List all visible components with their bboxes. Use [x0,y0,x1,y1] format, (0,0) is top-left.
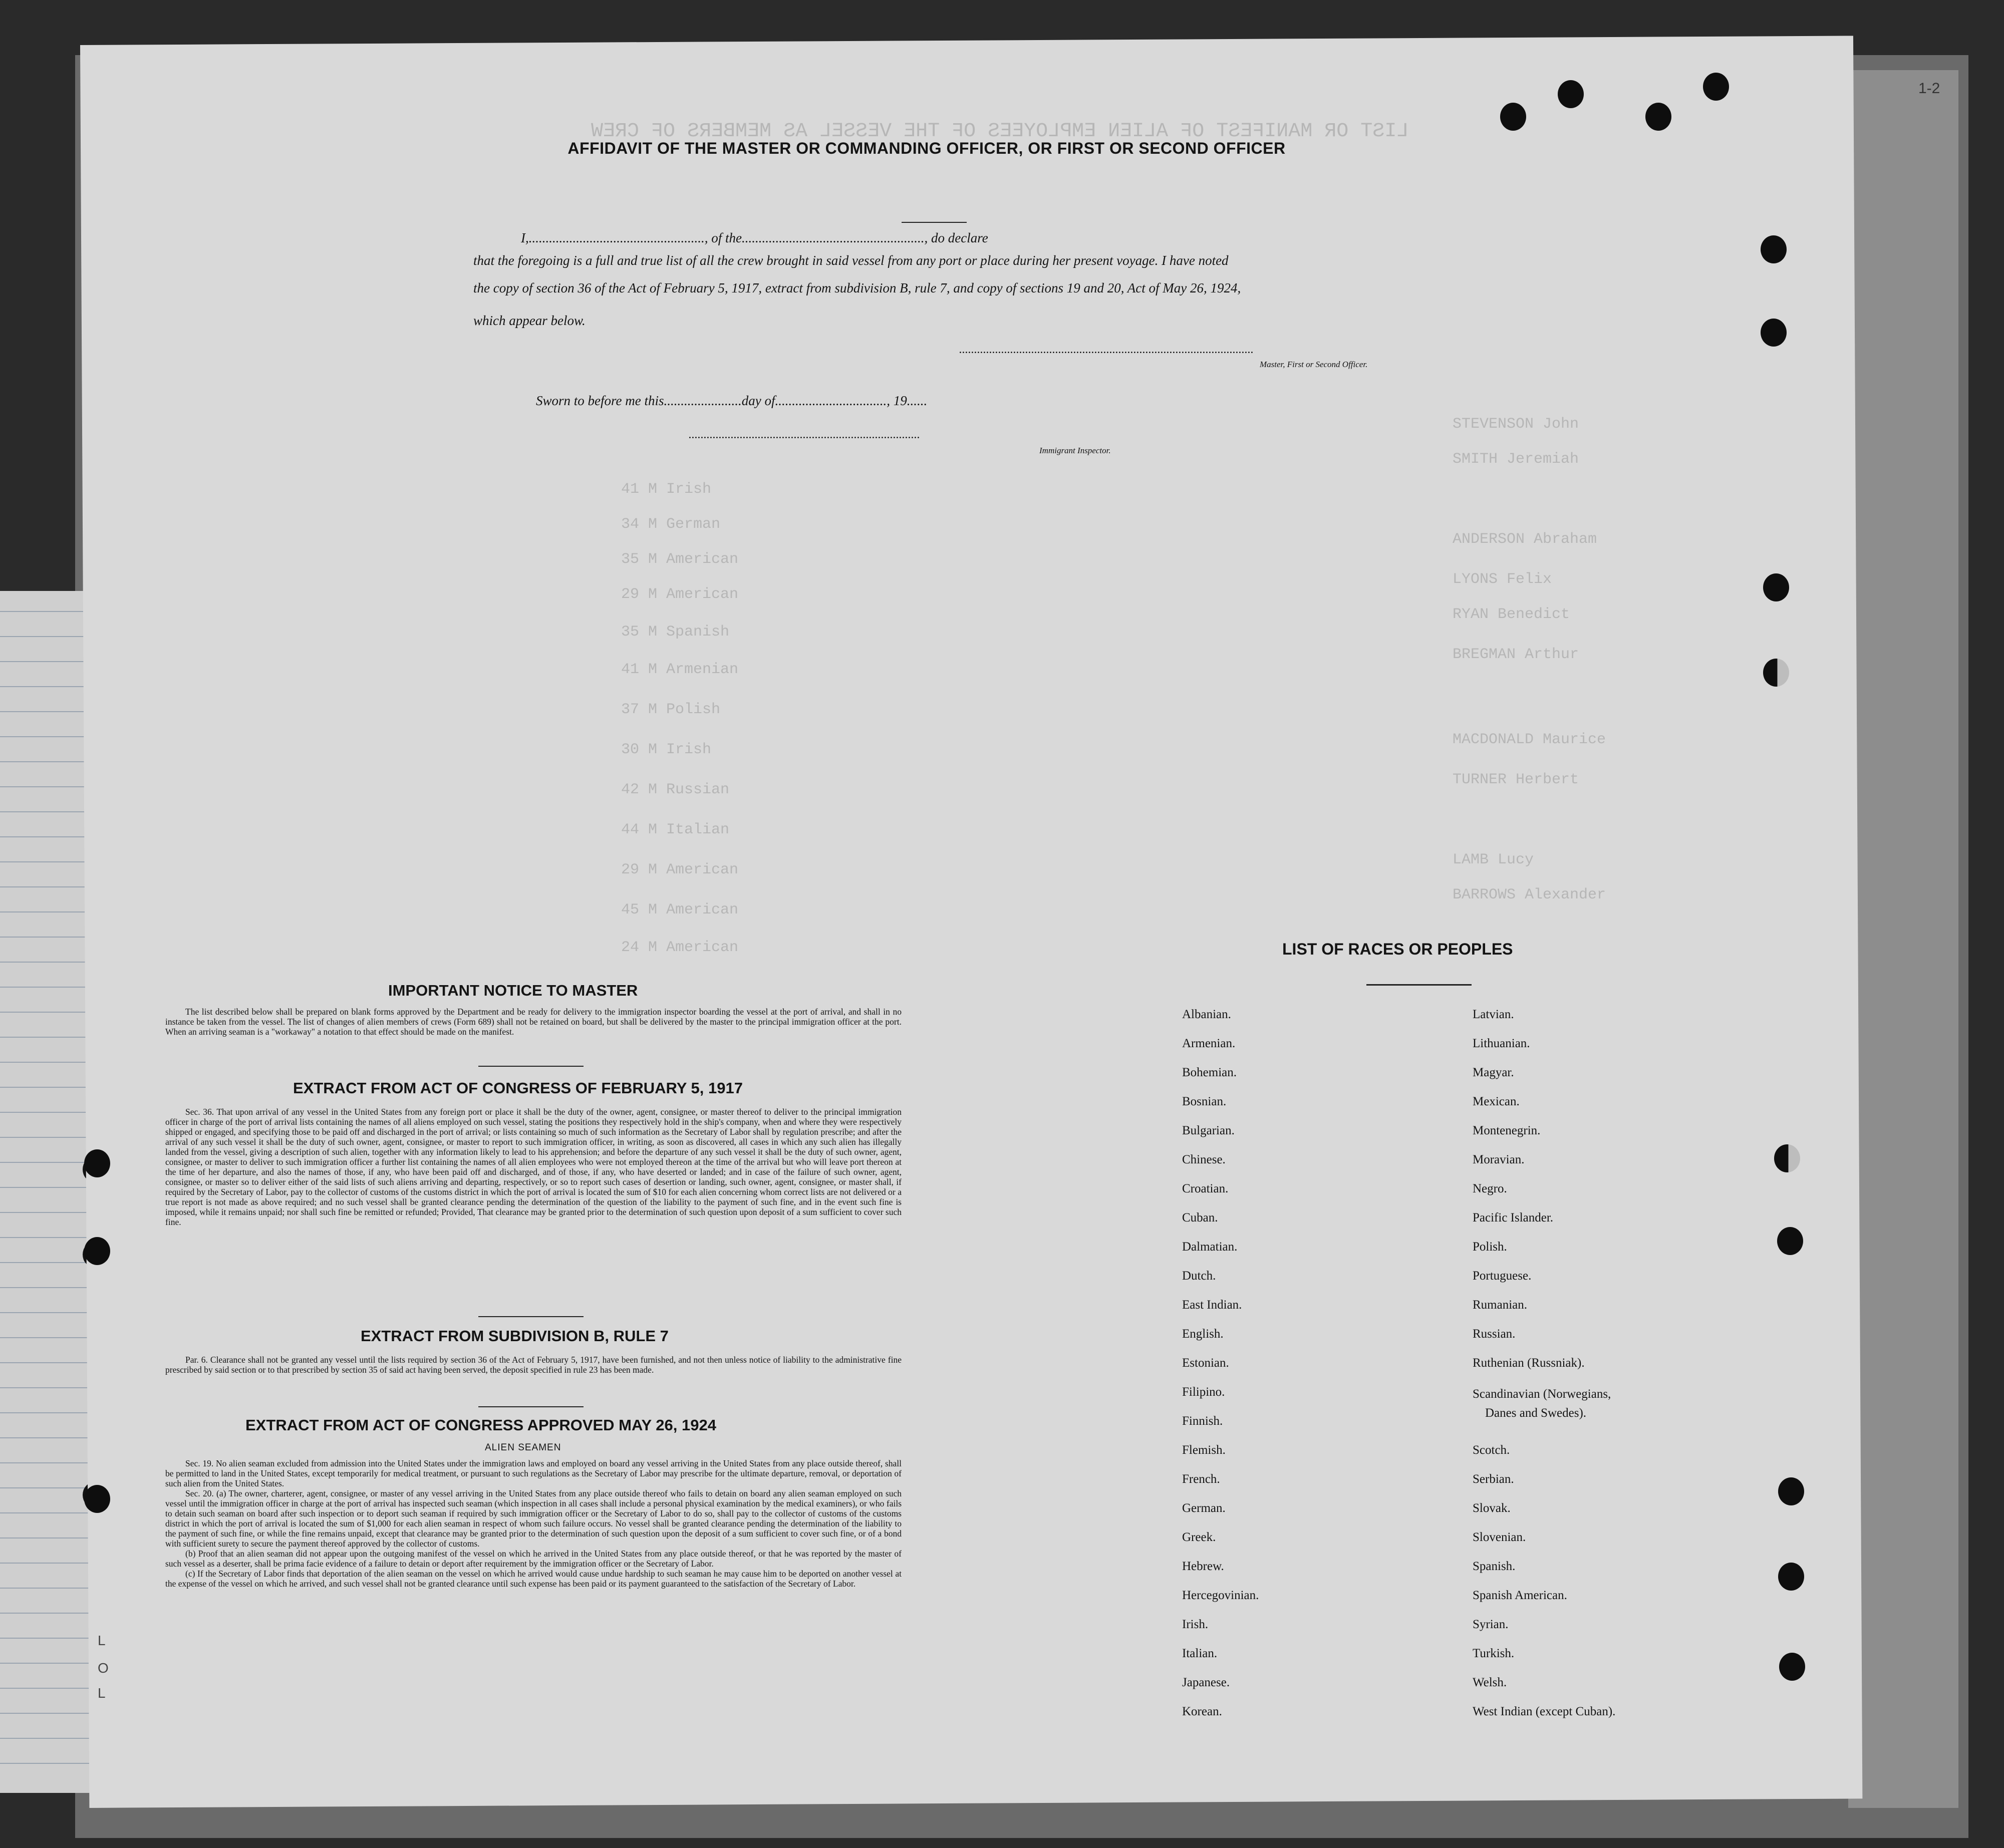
punch-hole [84,1485,110,1513]
race-left-item: Bulgarian. [1182,1124,1235,1137]
sworn-line: Sworn to before me this.......................day of................................., 19...... [536,393,928,408]
race-left-item: Dalmatian. [1182,1240,1238,1254]
race-left-item: East Indian. [1182,1298,1242,1312]
ledger-letter: L [98,1685,106,1701]
race-left-item: Albanian. [1182,1008,1231,1021]
extract-1924-title: EXTRACT FROM ACT OF CONGRESS APPROVED MAY 26, 1924 [245,1416,716,1434]
race-left-item: Croatian. [1182,1182,1229,1195]
affidavit-line-4: which appear below. [473,313,586,328]
race-left-item: Japanese. [1182,1676,1230,1689]
notice-title: IMPORTANT NOTICE TO MASTER [388,982,638,999]
race-left-item: Flemish. [1182,1443,1226,1457]
race-left-item: German. [1182,1501,1226,1515]
alien-seamen-subtitle: ALIEN SEAMEN [485,1442,561,1453]
race-left-item: Cuban. [1182,1211,1218,1224]
bleed-through-text: 29 M American [621,861,739,878]
race-right-item: Serbian. [1473,1472,1514,1486]
section-rule [478,1406,584,1407]
inspector-line: ............................................................................. [689,428,920,441]
bleed-through-text: LYONS Felix [1453,571,1552,588]
bleed-through-text: 30 M Irish [621,741,712,758]
sec-20b-paragraph: (b) Proof that an alien seaman did not appear upon the outgoing manifest of the vessel on which he arrived in the United States from any place outside thereof, or that he was reported by the master of such vessel as a deserter, shall be prima facie evidence of a failure to detain or deport after requirement by the immigration officer or the Secretary of Labor. [165,1549,902,1569]
punch-hole [1777,1227,1803,1255]
race-right-item: Welsh. [1473,1676,1507,1689]
affidavit-title: AFFIDAVIT OF THE MASTER OR COMMANDING OFFICER, OR FIRST OR SECOND OFFICER [567,139,1286,157]
punch-hole [1763,659,1789,687]
bleed-through-text: LAMB Lucy [1453,851,1534,868]
race-left-item: Armenian. [1182,1037,1236,1050]
punch-hole [84,1149,110,1177]
notice-text: The list described below shall be prepared on blank forms approved by the Department and be ready for delivery to the immigration inspector boarding the vessel at the port of arrival, and shall in no instance be taken from the vessel. The list of changes of alien members of crews (Form 689) shall not be retained on board, but shall be delivered by the master to the principal immigration officer at the port. When an arriving seaman is a "workaway" a notation to that effect should be made on the manifest. [165,1007,902,1037]
race-left-item: Korean. [1182,1705,1222,1718]
punch-hole [1558,80,1584,108]
bleed-through-text: RYAN Benedict [1453,606,1570,623]
bleed-through-text: 35 M American [621,551,739,568]
race-left-item: Irish. [1182,1618,1209,1631]
race-right-item: Mexican. [1473,1095,1520,1108]
inspector-caption: Immigrant Inspector. [1039,446,1111,455]
extract-1917-title: EXTRACT FROM ACT OF CONGRESS OF FEBRUARY 5, 1917 [293,1079,743,1097]
race-right-item: Ruthenian (Russniak). [1473,1356,1585,1370]
punch-hole [1761,319,1787,347]
punch-hole [1761,235,1787,263]
race-left-item: Greek. [1182,1530,1216,1544]
race-right-item: Pacific Islander. [1473,1211,1554,1224]
race-left-item: Chinese. [1182,1153,1226,1166]
bleed-through-text: BREGMAN Arthur [1453,646,1579,663]
race-right-item: Slovak. [1473,1501,1511,1515]
race-right-item: Magyar. [1473,1066,1514,1079]
extract-1924-text [165,1458,902,1589]
bleed-through-text: BARROWS Alexander [1453,886,1606,903]
bleed-through-text: 37 M Polish [621,701,721,718]
bleed-through-text: 45 M American [621,901,739,918]
sec-20a-paragraph: Sec. 20. (a) The owner, charterer, agent, consignee, or master of any vessel arriving in the United States from any place outside thereof who fails to detain on board any alien seaman employed on such vessel until the immigration officer in charge at the port of arrival has inspected such seaman (which inspection in all cases shall include a personal physical examination by the medical examiners), or who fails to detain such seaman on board after such inspection or to deport such seaman if required by such immigration officer or the Secretary of Labor to do so, shall pay to the collector of customs of the customs district in which the port of arrival is located the sum of $1,000 for each alien seaman in respect of whom such failure occurs. No vessel shall be granted clearance pending the determination of the liability to the payment of such fine, or while the fine remains unpaid, except that clearance may be granted prior to the determination of such question upon the deposit of a sum sufficient to cover such fine, or of a bond with sufficient surety to secure the payment thereof approved by the collector of customs. [165,1488,902,1549]
section-rule [478,1066,584,1067]
punch-hole [1779,1653,1805,1681]
ledger-letter: O [98,1660,109,1676]
signature-caption: Master, First or Second Officer. [1260,360,1368,369]
race-left-item: Dutch. [1182,1269,1216,1283]
subdivision-b-title: EXTRACT FROM SUBDIVISION B, RULE 7 [361,1327,669,1345]
bleed-through-text: 42 M Russian [621,781,730,798]
bleed-through-text: SMITH Jeremiah [1453,451,1579,468]
race-left-item: Italian. [1182,1647,1218,1660]
sec-20c-paragraph: (c) If the Secretary of Labor finds that deportation of the alien seaman on the vessel on which he arrived would cause undue hardship to such seaman he may cause him to be deported on another vessel at the expense of the vessel on which he arrived, and such vessel shall not be granted clearance until such expense has been paid or its payment guaranteed to the satisfaction of the Secretary of Labor. [165,1569,902,1589]
race-left-item: Bohemian. [1182,1066,1237,1079]
race-right-item: Scotch. [1473,1443,1510,1457]
race-left-item: Hercegovinian. [1182,1589,1259,1602]
bleed-through-text: ANDERSON Abraham [1453,531,1597,548]
signature-line: .................................................................................................. [959,343,1254,356]
bleed-through-text: 34 M German [621,516,721,533]
section-rule [478,1316,584,1317]
punch-hole [84,1237,110,1265]
bleed-through-text: STEVENSON John [1453,416,1579,433]
bleed-through-text: 44 M Italian [621,821,730,838]
sec-19-paragraph: Sec. 19. No alien seaman excluded from admission into the United States under the immigration laws and employed on board any vessel arriving in the United States from any place outside thereof, shall be permitted to land in the United States, except temporarily for medical treatment, or pursuant to such regulations as the Secretary of Labor may prescribe for the ultimate departure, removal, or deportation of such alien from the United States. [165,1458,902,1488]
race-left-item: Bosnian. [1182,1095,1227,1108]
race-right-item: Turkish. [1473,1647,1515,1660]
corner-mark: 1-2 [1918,80,1940,97]
race-right-item: Latvian. [1473,1008,1514,1021]
bleed-through-text: 24 M American [621,939,739,956]
race-right-item: Lithuanian. [1473,1037,1530,1050]
subdivision-b-text: Par. 6. Clearance shall not be granted any vessel until the lists required by section 36 of the Act of February 5, 1917, have been furnished, and not then unless notice of liability to the administrative fine prescribed by said section or to that prescribed by section 35 of said act having been served, the deposit specified in rule 23 has been made. [165,1355,902,1375]
right-edge-sheet [1848,70,1958,1808]
races-rule [1366,984,1472,986]
race-left-item: Finnish. [1182,1414,1223,1428]
title-rule [902,222,967,223]
extract-1917-text: Sec. 36. That upon arrival of any vessel in the United States from any foreign port or place it shall be the duty of the owner, agent, consignee, or master thereof to deliver to the principal immigration officer in charge of the port of arrival lists containing the names of all aliens employed on such vessel, stating the positions they respectively hold in the ship's company, when and where they were respectively shipped or engaged, and specifying those to be paid off and discharged in the port of arrival; or lists containing so much of such information as the Secretary of Labor shall by regulation prescribe; and after the arrival of any such vessel it shall be the duty of such owner, agent, consignee, or master to report to such immigration officer, in writing, as soon as discovered, all cases in which any such alien has illegally landed from the vessel, giving a description of such alien, together with any information likely to lead to his apprehension; and before the departure of any such vessel it shall be the duty of such owner, agent, consignee, or master to deliver to such immigration officer a further list containing the names of all alien employees who were not employed thereon at the time of the arrival but who will leave port thereon at the time of her departure, and also the names of those, if any, who have been paid off and discharged, and of those, if any, who have deserted or landed; and in case of the failure of such owner, agent, consignee, or master so to deliver either of the said lists of such aliens arriving and departing, respectively, or so to report such cases of desertion or landing, such owner, agent, consignee, or master shall, if required by the Secretary of Labor, pay to the collector of customs of the customs district in which the port of arrival is located the sum of $10 for each alien concerning whom correct lists are not delivered or a true report is not made as above required; and no such vessel shall be granted clearance pending the determination of the question of the liability to the payment of such fine, and in the event such fine is imposed, while it remains unpaid; nor shall such fine be remitted or refunded; Provided, That clearance may be granted prior to the determination of such question upon deposit of a sum sufficient to cover such fine. [165,1107,902,1227]
race-right-item: Scandinavian (Norwegians, [1473,1387,1611,1401]
ledger-letter: L [98,1633,106,1648]
punch-hole [1763,573,1789,601]
bleed-through-text: 35 M Spanish [621,624,730,641]
punch-hole [1778,1563,1804,1591]
bleed-through-text: LIST OR MANIFEST OF ALIEN EMPLOYEES OF THE VESSEL AS MEMBERS OF CREW [591,120,1409,143]
race-right-item: Danes and Swedes). [1485,1406,1587,1420]
bleed-through-text: TURNER Herbert [1453,771,1579,788]
affidavit-line-1: I,...................................................., of the......................................................, do declare [521,230,988,245]
race-right-item: Rumanian. [1473,1298,1528,1312]
race-left-item: Filipino. [1182,1385,1225,1399]
bleed-through-text: 41 M Irish [621,481,712,498]
bleed-through-text: 41 M Armenian [621,661,739,678]
punch-hole [1703,73,1729,101]
race-right-item: Russian. [1473,1327,1516,1341]
race-left-item: Estonian. [1182,1356,1229,1370]
race-right-item: Syrian. [1473,1618,1509,1631]
race-right-item: West Indian (except Cuban). [1473,1705,1616,1718]
race-right-item: Negro. [1473,1182,1507,1195]
races-title: LIST OF RACES OR PEOPLES [1282,940,1513,958]
bleed-through-text: MACDONALD Maurice [1453,731,1606,748]
punch-hole [1645,103,1671,131]
punch-hole [1774,1144,1800,1172]
bleed-through-text: 29 M American [621,586,739,603]
race-right-item: Montenegrin. [1473,1124,1541,1137]
race-right-item: Moravian. [1473,1153,1525,1166]
race-right-item: Spanish American. [1473,1589,1567,1602]
race-left-item: French. [1182,1472,1220,1486]
race-right-item: Polish. [1473,1240,1507,1254]
affidavit-line-3: the copy of section 36 of the Act of February 5, 1917, extract from subdivision B, rule 7, and copy of sections 19 and 20, Act of May 26, 1924, [473,280,1241,295]
affidavit-line-2: that the foregoing is a full and true list of all the crew brought in said vessel from any port or place during her present voyage. I have noted [473,253,1229,268]
race-right-item: Portuguese. [1473,1269,1532,1283]
race-right-item: Spanish. [1473,1560,1516,1573]
race-right-item: Slovenian. [1473,1530,1526,1544]
punch-hole [1778,1477,1804,1505]
race-left-item: English. [1182,1327,1224,1341]
race-left-item: Hebrew. [1182,1560,1224,1573]
punch-hole [1500,103,1526,131]
